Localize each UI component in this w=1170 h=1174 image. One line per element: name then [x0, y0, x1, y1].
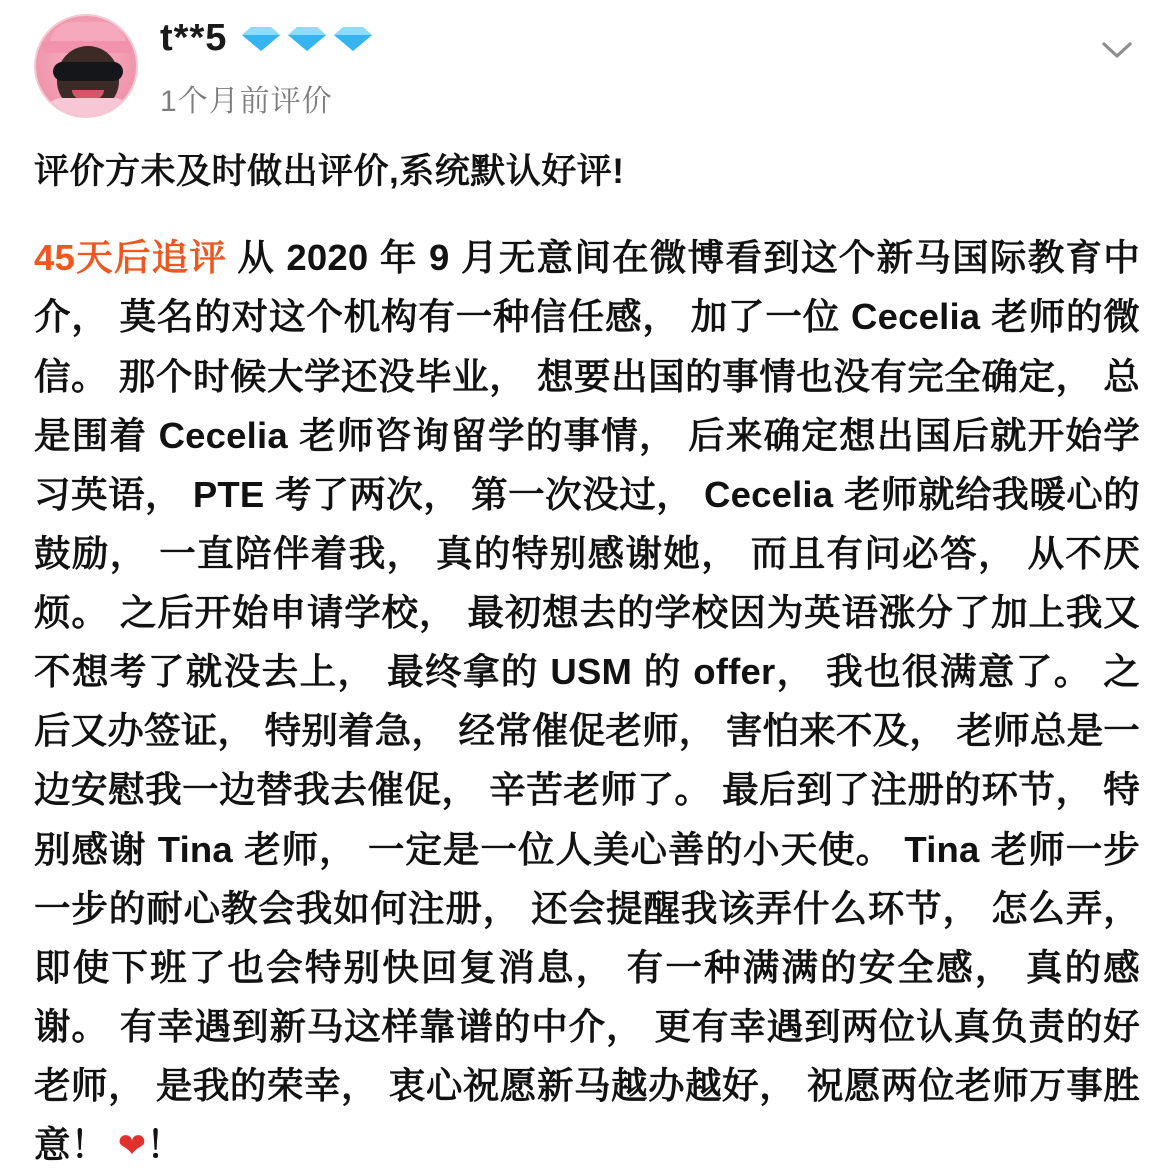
avatar-sunglasses	[53, 62, 123, 81]
username: t**5	[160, 17, 228, 59]
chevron-down-icon[interactable]	[1094, 26, 1140, 72]
username-row	[160, 18, 1148, 60]
badge-group	[241, 26, 373, 52]
review-header	[0, 0, 1170, 120]
review-first-line: 评价方未及时做出评价,系统默认好评!	[34, 151, 625, 191]
heart-icon: ❤	[117, 1127, 147, 1166]
avatar[interactable]	[34, 14, 138, 118]
followup-trailing: ！	[146, 1124, 184, 1166]
review-followup	[34, 228, 1140, 1174]
followup-tag: 45天后追评	[34, 237, 228, 279]
diamond-badge-icon	[333, 26, 373, 52]
review-date: 1个月前评价	[160, 84, 333, 118]
diamond-badge-icon	[241, 26, 281, 52]
followup-text: 从 2020 年 9 月无意间在微博看到这个新马国际教育中介， 莫名的对这个机构有一种信任感， 加了一位 Cecelia 老师的微信。 那个时候大学还没毕业， 想要出国的事情也没有完全确定， 总是围着 Cecelia 老师咨询留学的事情， 后来确定想出国后就开始学习英语， PTE 考了两次， 第一次没过， Cecelia 老师就给我暖心的鼓励， 一直陪伴着我， 真的特别感谢她， 而且有问必答， 从不厌烦。 之后开始申请学校， 最初想去的学校因为英语涨分了加上我又不想考了就没去上， 最终拿的 USM 的 offer， 我也很满意了。 之后又办签证， 特别着急， 经常催促老师， 害怕来不及， 老师总是一边安慰我一边替我去催促， 辛苦老师了。 最后到了注册的环节， 特别感谢 Tina 老师， 一定是一位人美心善的小天使。 Tina 老师一步一步的耐心教会我如何注册， 还会提醒我该弄什么环节， 怎么弄， 即使下班了也会特别快回复消息， 有一种满满的安全感， 真的感谢。 有幸遇到新马这样靠谱的中介， 更有幸遇到两位认真负责的好老师， 是我的荣幸， 衷心祝愿新马越办越好， 祝愿两位老师万事胜意！	[34, 237, 1140, 1166]
diamond-badge-icon	[287, 26, 327, 52]
review-header-text	[160, 14, 1148, 120]
avatar-collar	[44, 98, 132, 116]
review-body	[0, 120, 1170, 1174]
